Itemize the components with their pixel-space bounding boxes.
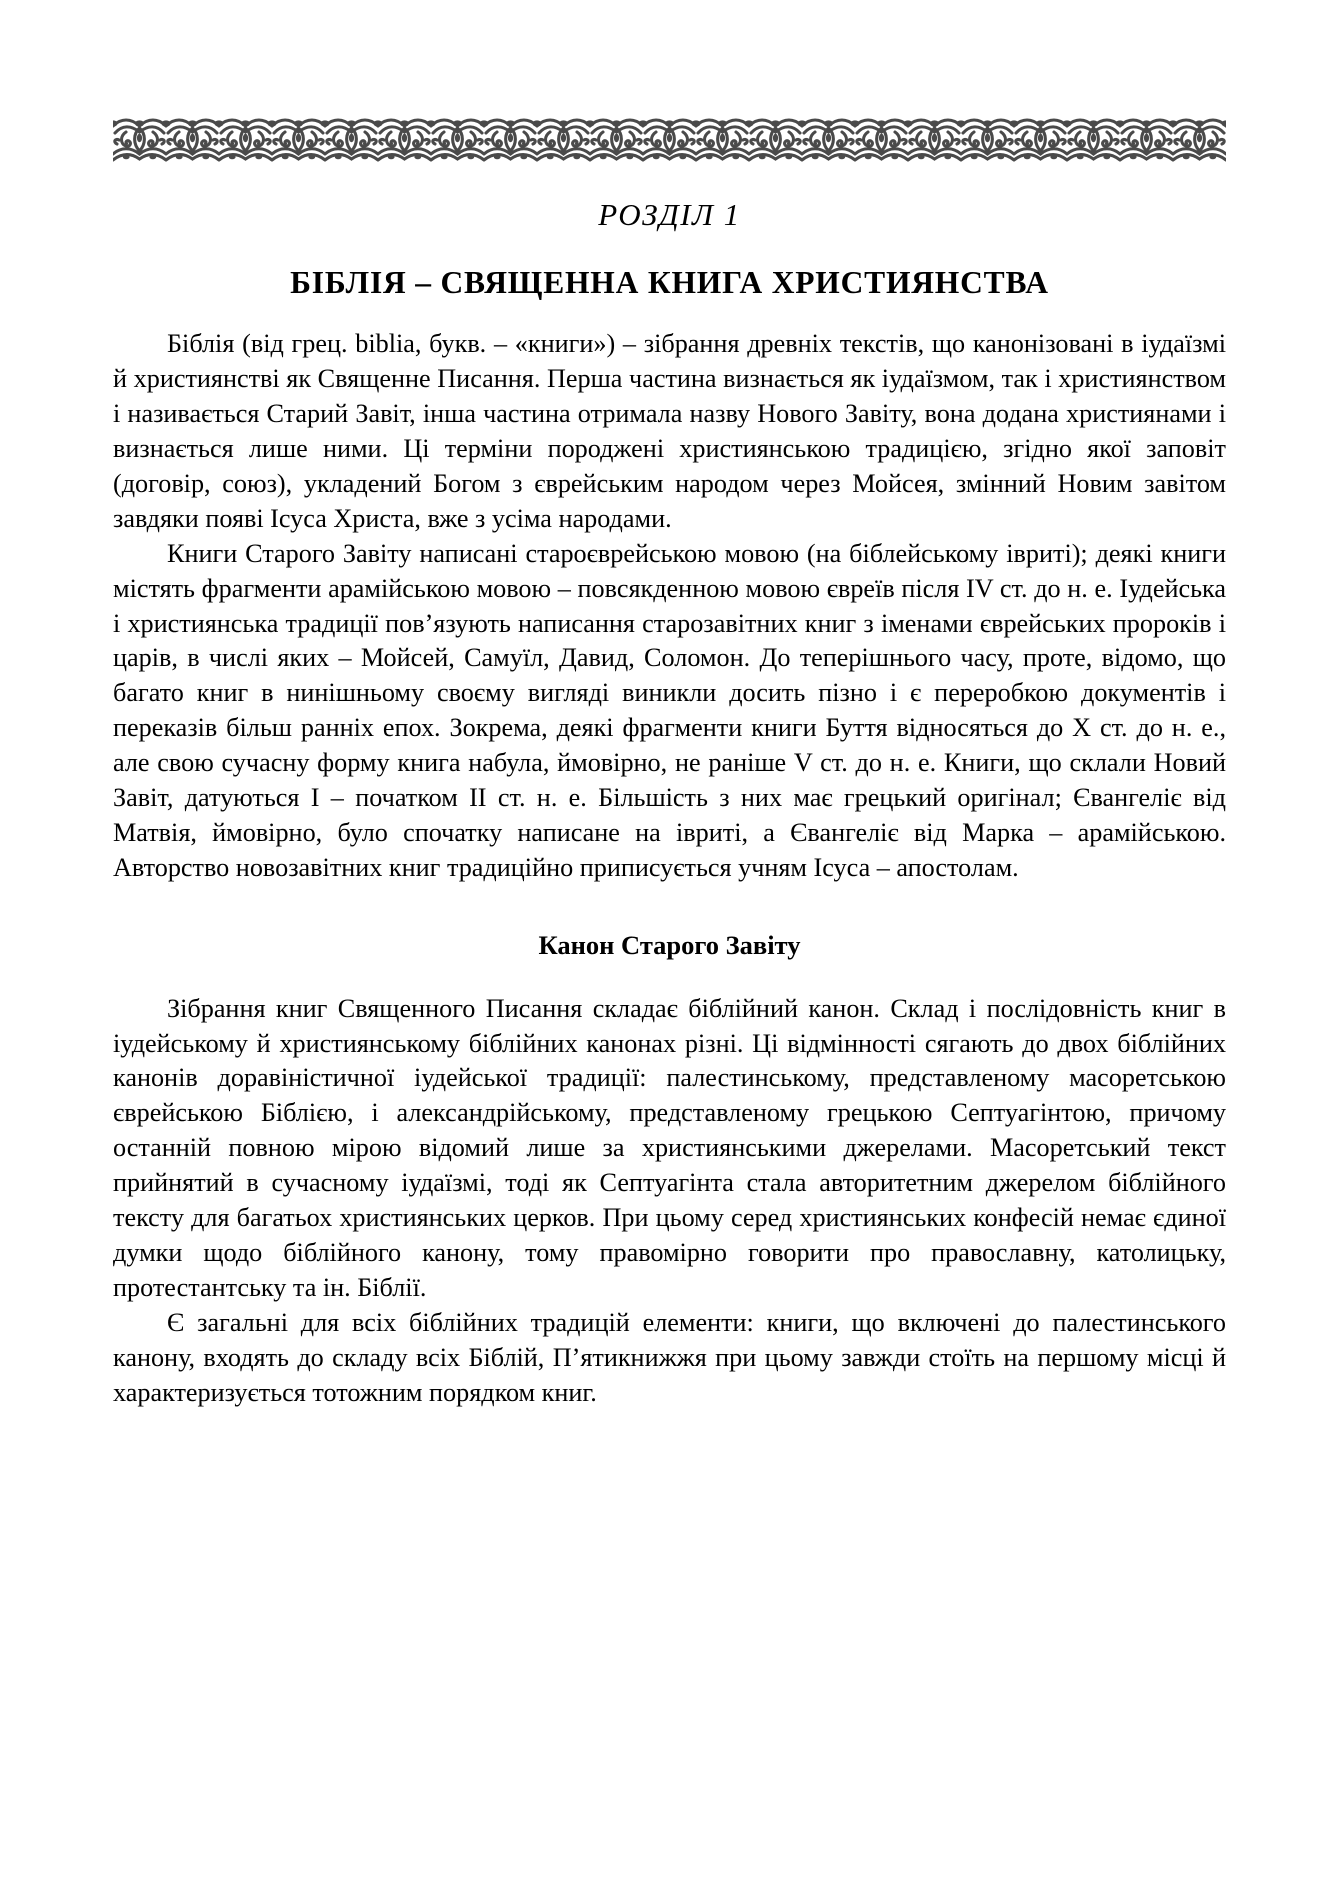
page-content — [113, 0, 1226, 1410]
page-title: БІБЛІЯ – СВЯЩЕННА КНИГА ХРИСТИЯНСТВА — [290, 265, 1049, 301]
section-heading: Канон Старого Завіту — [538, 929, 801, 960]
paragraph: Зібрання книг Священного Писання складає біблійний канон. Склад і послідовність книг в іудейському й християнському біблійних канонах різні. Ці відмінності сягають до двох біблійних канонів доравіністичної іудейської традиції: палестинському, представленому масоретською єврейською Біблією, і александрійському, представленому грецькою Септуагінтою, причому останній повною мірою відомий лише за християнськими джерелами. Масоретський текст прийнятий в сучасному іудаїзмі, тоді як Септуагінта стала авторитетним джерелом біблійного тексту для багатьох християнських церков. При цьому серед християнських конфесій немає єдиної думки щодо біблійного канону, тому правомірно говорити про православну, католицьку, протестантську та ін. Біблії. — [113, 993, 1226, 1302]
section-canon-old-testament — [113, 930, 1226, 1411]
paragraph: Біблія (від грец. biblia, букв. – «книги») – зібрання древніх текстів, що канонізовані в іудаїзмі й християнстві як Священне Писання. Перша частина визнається як іудаїзмом, так і християнством і називається Старий Завіт, інша частина отримала назву Нового Завіту, вона додана християнами і визнається лише ними. Ці терміни породжені християнською традицією, згідно якої заповіт (договір, союз), укладений Богом з єврейським народом через Мойсея, змінний Новим завітом завдяки появі Ісуса Христа, вже з усіма народами. — [113, 329, 1226, 533]
paragraph: Книги Старого Завіту написані староєврейською мовою (на біблейському івриті); деякі книги містять фрагменти арамійською мовою – повсякденною мовою євреїв після IV ст. до н. е. Іудейська і християнська традиції пов’язують написання старозавітних книг з іменами єврейських пророків і царів, в числі яких – Мойсей, Самуїл, Давид, Соломон. До теперішнього часу, проте, відомо, що багато книг в нинішньому своєму вигляді виникли досить пізно і є переробкою документів і переказів більш ранніх епох. Зокрема, деякі фрагменти книги Буття відносяться до X ст. до н. е., але свою сучасну форму книга набула, ймовірно, не раніше V ст. до н. е. Книги, що склали Новий Завіт, датуються I – початком II ст. н. е. Більшість з них має грецький оригінал; Євангеліє від Матвія, ймовірно, було спочатку написане на івриті, а Євангеліє від Марка – арамійською. Авторство новозавітних книг традиційно приписується учням Ісуса – апостолам. — [113, 538, 1226, 882]
section-intro — [113, 327, 1226, 886]
chapter-label: РОЗДІЛ 1 — [598, 197, 741, 232]
paragraph: Є загальні для всіх біблійних традицій елементи: книги, що включені до палестинського канону, входять до складу всіх Біблій, П’ятикнижжя при цьому завжди стоїть на першому місці й характеризується тотожним порядком книг. — [113, 1307, 1226, 1407]
decorative-vine-border-icon — [113, 116, 1226, 162]
